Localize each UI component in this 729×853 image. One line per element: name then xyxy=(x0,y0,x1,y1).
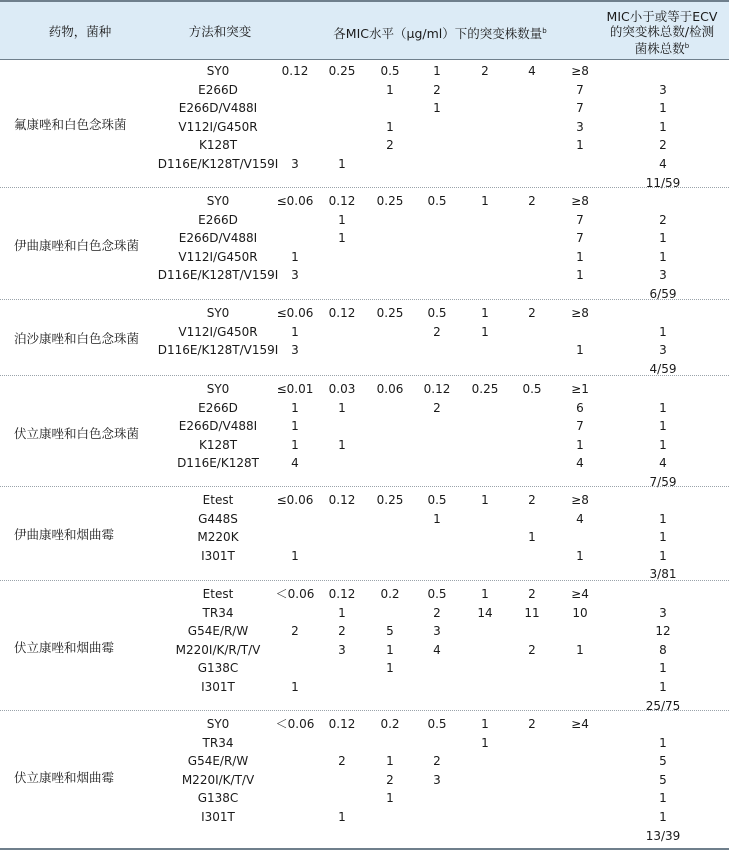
ratio-cell: 3 xyxy=(659,82,667,97)
mic-count-cell: 1 xyxy=(338,810,346,824)
mic-count-cell: 1 xyxy=(386,661,394,676)
mic-count-cell: 1 xyxy=(291,548,299,563)
mic-count-cell: 10 xyxy=(572,605,588,620)
mic-count-cell: 0.5 xyxy=(380,64,400,78)
mic-count-cell: 4 xyxy=(433,642,441,657)
mic-count-cell: 1 xyxy=(386,119,394,134)
method-cell: E266D/V488I xyxy=(178,101,258,116)
mic-count-cell: 4 xyxy=(576,456,584,471)
mic-count-cell: 1 xyxy=(291,680,299,694)
mic-count-cell: 1 xyxy=(338,437,346,452)
group-total-cell: 6/59 xyxy=(649,287,677,301)
mic-count-cell: 1 xyxy=(481,194,489,208)
mic-count-cell: 1 xyxy=(338,400,346,415)
ratio-cell: 1 xyxy=(659,791,667,806)
mic-count-cell: 4 xyxy=(291,456,299,471)
mic-count-cell: 14 xyxy=(477,605,493,620)
ratio-cell: 1 xyxy=(659,530,667,545)
ratio-cell: 1 xyxy=(659,249,667,264)
method-cell: I301T xyxy=(201,810,235,824)
mic-count-cell: 7 xyxy=(576,419,584,434)
ratio-cell: 12 xyxy=(655,624,671,639)
drug-species-label: 伏立康唑和烟曲霉 xyxy=(14,769,115,785)
ratio-cell: 8 xyxy=(659,642,667,657)
mic-count-cell: 2 xyxy=(433,754,441,769)
method-cell: SY0 xyxy=(206,382,230,396)
mic-count-cell: ≥8 xyxy=(571,194,589,208)
method-cell: V112I/G450R xyxy=(178,119,258,134)
mic-count-cell: 1 xyxy=(528,530,536,545)
mic-count-cell: 0.06 xyxy=(376,382,404,396)
group-separator xyxy=(0,580,729,581)
mic-count-cell: 1 xyxy=(338,605,346,620)
drug-species-label: 伊曲康唑和烟曲霉 xyxy=(14,527,115,543)
ratio-cell: 2 xyxy=(659,138,667,153)
mic-count-cell: 3 xyxy=(291,157,299,171)
mic-count-cell: 0.5 xyxy=(522,382,542,396)
group-total-cell: 3/81 xyxy=(649,567,677,582)
group-total-cell: 11/59 xyxy=(645,175,681,190)
mic-count-cell: 1 xyxy=(576,249,584,264)
method-cell: M220I/K/T/V xyxy=(181,772,255,787)
mic-count-cell: 2 xyxy=(433,82,441,97)
mic-count-cell: 2 xyxy=(338,624,346,639)
method-cell: I301T xyxy=(201,680,235,694)
header-mic: 各MIC水平（μg/ml）下的突变株数量$^b$ xyxy=(333,26,547,42)
mic-count-cell: 1 xyxy=(481,587,489,601)
mic-count-cell: 2 xyxy=(291,624,299,639)
ratio-cell: 5 xyxy=(659,754,667,769)
method-cell: E266D xyxy=(198,212,238,227)
method-cell: G54E/R/W xyxy=(187,624,249,639)
mic-count-cell: 0.25 xyxy=(376,306,404,320)
mic-count-cell: 0.12 xyxy=(328,587,356,601)
mic-count-cell: 2 xyxy=(528,194,536,208)
drug-species-label: 伊曲康唑和白色念珠菌 xyxy=(14,237,140,253)
ratio-cell: 1 xyxy=(659,419,667,434)
table-bottom-rule xyxy=(0,848,729,850)
mic-count-cell: 2 xyxy=(481,64,489,78)
ratio-cell: 3 xyxy=(659,343,667,358)
mic-count-cell: 1 xyxy=(481,493,489,507)
mic-count-cell: 1 xyxy=(433,101,441,116)
method-cell: E266D/V488I xyxy=(178,419,258,434)
ratio-cell: 1 xyxy=(659,324,667,339)
method-cell: V112I/G450R xyxy=(178,324,258,339)
mic-count-cell: 7 xyxy=(576,82,584,97)
ratio-cell: 1 xyxy=(659,101,667,116)
mic-count-cell: 0.5 xyxy=(427,493,447,507)
method-cell: SY0 xyxy=(206,194,230,208)
mic-count-cell: 0.5 xyxy=(427,717,447,731)
mic-count-cell: ＜0.06 xyxy=(275,717,315,731)
mic-count-cell: ≤0.06 xyxy=(276,493,314,507)
group-separator xyxy=(0,187,729,188)
mic-count-cell: 0.5 xyxy=(427,306,447,320)
mic-count-cell: 2 xyxy=(528,587,536,601)
method-cell: TR34 xyxy=(202,605,234,620)
mic-count-cell: 2 xyxy=(386,138,394,153)
mic-count-cell: 2 xyxy=(528,717,536,731)
header-drug: 药物，菌种 xyxy=(48,24,112,39)
mic-count-cell: 1 xyxy=(481,324,489,339)
method-cell: G54E/R/W xyxy=(187,754,249,769)
mic-count-cell: ≥8 xyxy=(571,306,589,320)
mic-count-cell: ≤0.06 xyxy=(276,194,314,208)
mic-count-cell: 7 xyxy=(576,231,584,246)
mic-count-cell: 0.12 xyxy=(328,717,356,731)
mic-count-cell: 0.25 xyxy=(376,194,404,208)
group-separator xyxy=(0,486,729,487)
method-cell: Etest xyxy=(202,587,234,601)
ratio-cell: 1 xyxy=(659,400,667,415)
mic-count-cell: ≥4 xyxy=(571,717,589,731)
ratio-cell: 1 xyxy=(659,661,667,676)
method-cell: K128T xyxy=(198,138,238,153)
ratio-cell: 4 xyxy=(659,157,667,171)
method-cell: V112I/G450R xyxy=(178,249,258,264)
ratio-cell: 5 xyxy=(659,772,667,787)
mic-count-cell: 1 xyxy=(291,400,299,415)
drug-species-label: 伏立康唑和白色念珠菌 xyxy=(14,425,140,441)
mic-count-cell: 1 xyxy=(433,511,441,526)
ratio-cell: 1 xyxy=(659,810,667,824)
ratio-cell: 1 xyxy=(659,548,667,563)
mic-count-cell: 0.25 xyxy=(376,493,404,507)
mic-count-cell: 1 xyxy=(386,754,394,769)
mic-count-cell: ≥4 xyxy=(571,587,589,601)
mic-count-cell: 2 xyxy=(528,306,536,320)
mic-count-cell: 7 xyxy=(576,101,584,116)
mic-count-cell: 1 xyxy=(386,82,394,97)
mic-count-cell: 1 xyxy=(386,791,394,806)
ratio-cell: 2 xyxy=(659,212,667,227)
mic-count-cell: 0.12 xyxy=(328,493,356,507)
mic-count-cell: ≤0.06 xyxy=(276,306,314,320)
group-total-cell: 13/39 xyxy=(645,828,681,843)
mic-count-cell: 1 xyxy=(433,64,441,78)
method-cell: E266D xyxy=(198,400,238,415)
method-cell: D116E/K128T/V159I xyxy=(157,343,279,358)
mic-count-cell: 1 xyxy=(291,437,299,452)
method-cell: I301T xyxy=(201,548,235,563)
method-cell: SY0 xyxy=(206,717,230,731)
mic-count-cell: 0.2 xyxy=(380,587,400,601)
mic-count-cell: 2 xyxy=(433,605,441,620)
method-cell: M220K xyxy=(197,530,239,545)
drug-species-label: 伏立康唑和烟曲霉 xyxy=(14,639,115,655)
mic-count-cell: 0.12 xyxy=(328,194,356,208)
method-cell: K128T xyxy=(198,437,238,452)
mic-count-cell: 0.25 xyxy=(328,64,356,78)
group-separator xyxy=(0,299,729,300)
mic-count-cell: 0.5 xyxy=(427,194,447,208)
ratio-cell: 3 xyxy=(659,268,667,283)
mic-count-cell: ≥1 xyxy=(571,382,589,396)
method-cell: G138C xyxy=(197,661,239,676)
method-cell: E266D xyxy=(198,82,238,97)
mic-count-cell: 1 xyxy=(386,642,394,657)
mic-count-cell: 0.5 xyxy=(427,587,447,601)
method-cell: D116E/K128T/V159I xyxy=(157,157,279,171)
mic-count-cell: 7 xyxy=(576,212,584,227)
group-separator xyxy=(0,710,729,711)
mic-count-cell: 2 xyxy=(528,493,536,507)
method-cell: D116E/K128T xyxy=(177,456,259,471)
mic-count-cell: 5 xyxy=(386,624,394,639)
ratio-cell: 1 xyxy=(659,231,667,246)
group-total-cell: 7/59 xyxy=(649,475,677,489)
mic-count-cell: 4 xyxy=(528,64,536,78)
method-cell: Etest xyxy=(202,493,234,507)
method-cell: TR34 xyxy=(202,735,234,750)
mic-count-cell: 1 xyxy=(576,343,584,358)
mic-count-cell: ＜0.06 xyxy=(275,587,315,601)
mic-count-cell: 1 xyxy=(481,717,489,731)
mic-count-cell: 1 xyxy=(291,249,299,264)
mic-count-cell: 4 xyxy=(576,511,584,526)
mic-count-cell: 1 xyxy=(338,231,346,246)
mic-count-cell: 3 xyxy=(291,268,299,283)
mic-count-cell: 3 xyxy=(576,119,584,134)
mic-count-cell: 3 xyxy=(291,343,299,358)
mic-count-cell: 0.25 xyxy=(471,382,499,396)
mic-count-cell: 0.12 xyxy=(328,306,356,320)
group-separator xyxy=(0,375,729,376)
mic-count-cell: 3 xyxy=(433,624,441,639)
mic-count-cell: 1 xyxy=(576,548,584,563)
mic-count-cell: ≤0.01 xyxy=(276,382,314,396)
drug-species-label: 泊沙康唑和白色念珠菌 xyxy=(14,330,140,346)
mic-count-cell: 1 xyxy=(291,419,299,434)
mic-count-cell: ≥8 xyxy=(571,64,589,78)
mic-count-cell: ≥8 xyxy=(571,493,589,507)
mic-count-cell: 1 xyxy=(481,306,489,320)
mic-count-cell: 2 xyxy=(386,772,394,787)
mic-count-cell: 1 xyxy=(338,212,346,227)
group-total-cell: 25/75 xyxy=(645,698,681,713)
table-header xyxy=(0,0,729,60)
mic-count-cell: 1 xyxy=(481,735,489,750)
ratio-cell: 1 xyxy=(659,680,667,694)
mic-count-cell: 0.03 xyxy=(328,382,356,396)
method-cell: SY0 xyxy=(206,64,230,78)
drug-species-label: 氟康唑和白色念珠菌 xyxy=(14,116,127,132)
mic-count-cell: 2 xyxy=(433,400,441,415)
method-cell: D116E/K128T/V159I xyxy=(157,268,279,283)
ratio-cell: 1 xyxy=(659,437,667,452)
ratio-cell: 1 xyxy=(659,735,667,750)
mic-count-cell: 0.12 xyxy=(281,64,309,78)
ratio-cell: 4 xyxy=(659,456,667,471)
mic-count-cell: 11 xyxy=(524,605,540,620)
method-cell: SY0 xyxy=(206,306,230,320)
mic-count-cell: 0.2 xyxy=(380,717,400,731)
method-cell: M220I/K/R/T/V xyxy=(175,642,261,657)
header-ratio: MIC小于或等于ECV 的突变株总数/检测 菌株总数$^b$ xyxy=(606,9,718,57)
method-cell: G138C xyxy=(197,791,239,806)
mic-count-cell: 1 xyxy=(576,268,584,283)
mic-count-cell: 2 xyxy=(528,642,536,657)
ratio-cell: 1 xyxy=(659,511,667,526)
mic-count-cell: 1 xyxy=(576,138,584,153)
mic-count-cell: 3 xyxy=(433,772,441,787)
mic-count-cell: 1 xyxy=(576,642,584,657)
mic-count-cell: 2 xyxy=(433,324,441,339)
method-cell: E266D/V488I xyxy=(178,231,258,246)
method-cell: G448S xyxy=(198,511,238,526)
mic-count-cell: 1 xyxy=(291,324,299,339)
mic-count-cell: 3 xyxy=(338,642,346,657)
mic-count-cell: 1 xyxy=(338,157,346,171)
header-method: 方法和突变 xyxy=(188,24,252,39)
mic-count-cell: 6 xyxy=(576,400,584,415)
mic-count-cell: 0.12 xyxy=(423,382,451,396)
mic-count-cell: 1 xyxy=(576,437,584,452)
mic-count-cell: 2 xyxy=(338,754,346,769)
group-total-cell: 4/59 xyxy=(649,361,677,376)
ratio-cell: 3 xyxy=(659,605,667,620)
ratio-cell: 1 xyxy=(659,119,667,134)
